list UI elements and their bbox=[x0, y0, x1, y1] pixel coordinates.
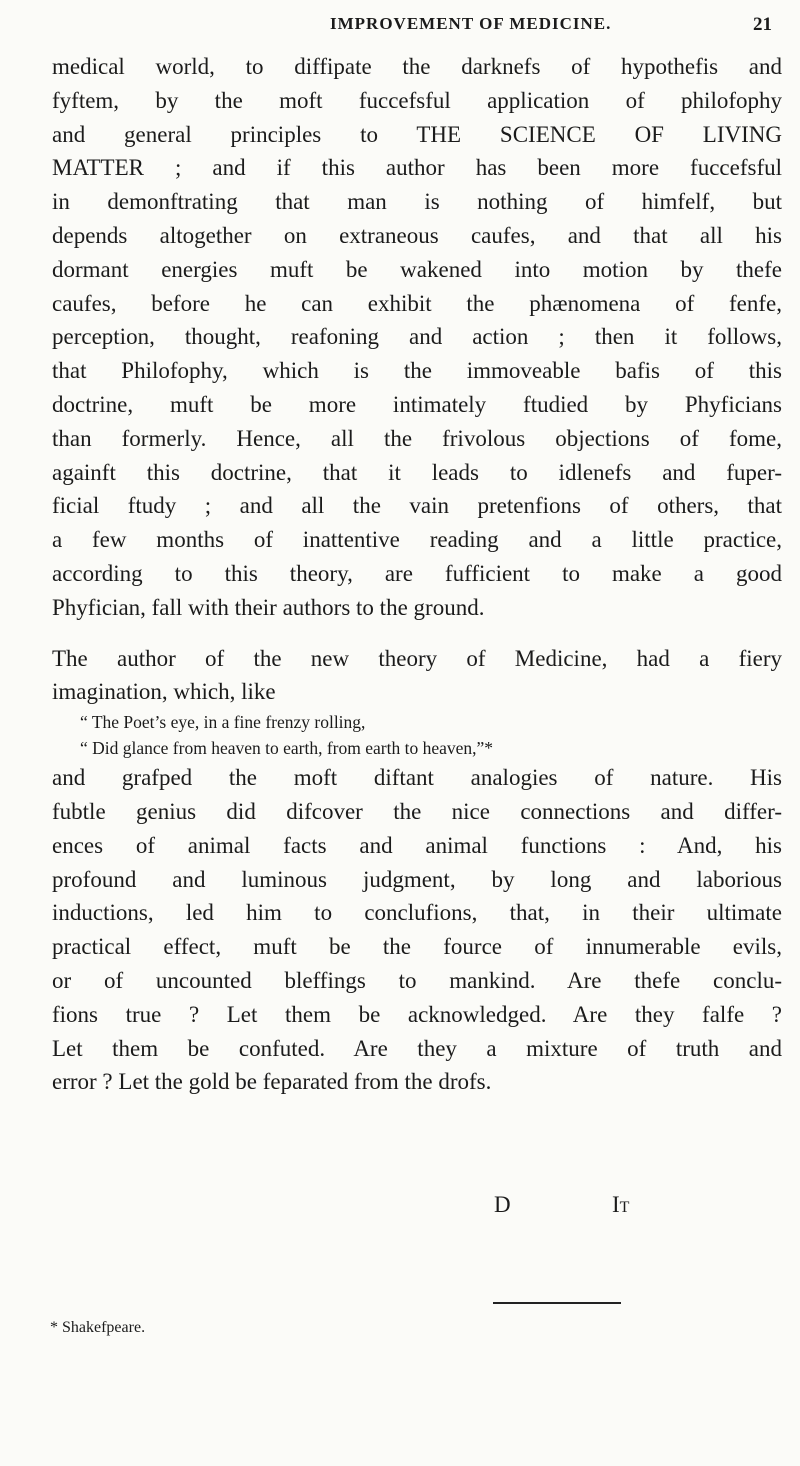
page-number: 21 bbox=[753, 14, 772, 35]
catchline bbox=[0, 1192, 800, 1226]
text-line: Let them be confuted. Are they a mixture of truth and bbox=[52, 1035, 782, 1061]
paragraph-gap bbox=[52, 625, 782, 642]
text-line: profound and luminous judgment, by long and laborious bbox=[52, 866, 782, 892]
signature-mark: D bbox=[494, 1192, 511, 1217]
text-line: imagination, which, like bbox=[52, 679, 276, 705]
text-line: inductions, led him to conclufions, that, in their ultimate bbox=[52, 900, 782, 926]
catchword: It bbox=[612, 1192, 630, 1217]
text-line: fyftem, by the moft fuccefsful application of philofophy bbox=[52, 87, 782, 113]
paragraph-2 bbox=[52, 642, 782, 1100]
text-line: practical effect, muft be the fource of innumerable evils, bbox=[52, 934, 782, 960]
text-line: fubtle genius did difcover the nice connections and differ- bbox=[52, 798, 782, 824]
text-line: according to this theory, are fufficient to make a good bbox=[52, 560, 782, 586]
text-line: MATTER ; and if this author has been more fuccefsful bbox=[52, 155, 782, 181]
footnote-rule bbox=[493, 1302, 621, 1304]
text-line: that Philofophy, which is the immoveable bafis of this bbox=[52, 358, 782, 384]
text-line: perception, thought, reafoning and action ; then it follows, bbox=[52, 324, 782, 350]
text-line: in demonftrating that man is nothing of himfelf, but bbox=[52, 189, 782, 215]
text-line: ficial ftudy ; and all the vain pretenfions of others, that bbox=[52, 493, 782, 519]
quote-line: “ Did glance from heaven to earth, from earth to heaven,”* bbox=[80, 738, 494, 759]
text-line: or of uncounted bleffings to mankind. Are thefe conclu- bbox=[52, 967, 782, 993]
text-line: than formerly. Hence, all the frivolous objections of fome, bbox=[52, 425, 782, 451]
text-line: depends altogether on extraneous caufes, and that all his bbox=[52, 222, 782, 248]
paragraph-1 bbox=[52, 50, 782, 625]
body-text bbox=[52, 50, 782, 1099]
text-line: and grafped the moft diftant analogies of nature. His bbox=[52, 765, 782, 791]
text-line: dormant energies muft be wakened into motion by thefe bbox=[52, 256, 782, 282]
running-head bbox=[0, 14, 800, 44]
running-title: IMPROVEMENT OF MEDICINE. bbox=[330, 14, 612, 33]
quote-line: “ The Poet’s eye, in a fine frenzy rolling, bbox=[80, 712, 366, 733]
text-line: caufes, before he can exhibit the phænomena of fenfe, bbox=[52, 290, 782, 316]
text-line: againft this doctrine, that it leads to idlenefs and fuper- bbox=[52, 459, 782, 485]
text-line: error ? Let the gold be feparated from the drofs. bbox=[52, 1069, 492, 1095]
text-line: and general principles to THE SCIENCE OF LIVING bbox=[52, 121, 782, 147]
text-line: The author of the new theory of Medicine, had a fiery bbox=[52, 645, 782, 671]
text-line: fions true ? Let them be acknowledged. Are they falfe ? bbox=[52, 1001, 782, 1027]
text-line: ences of animal facts and animal functions : And, his bbox=[52, 832, 782, 858]
verse-quote bbox=[52, 709, 782, 761]
footnote: * Shakefpeare. bbox=[50, 1319, 146, 1336]
text-line: Phyfician, fall with their authors to the ground. bbox=[52, 594, 485, 620]
text-line: doctrine, muft be more intimately ftudied by Phyficians bbox=[52, 391, 782, 417]
text-line: medical world, to diffipate the darknefs of hypothefis and bbox=[52, 54, 782, 79]
text-line: a few months of inattentive reading and a little practice, bbox=[52, 527, 782, 553]
